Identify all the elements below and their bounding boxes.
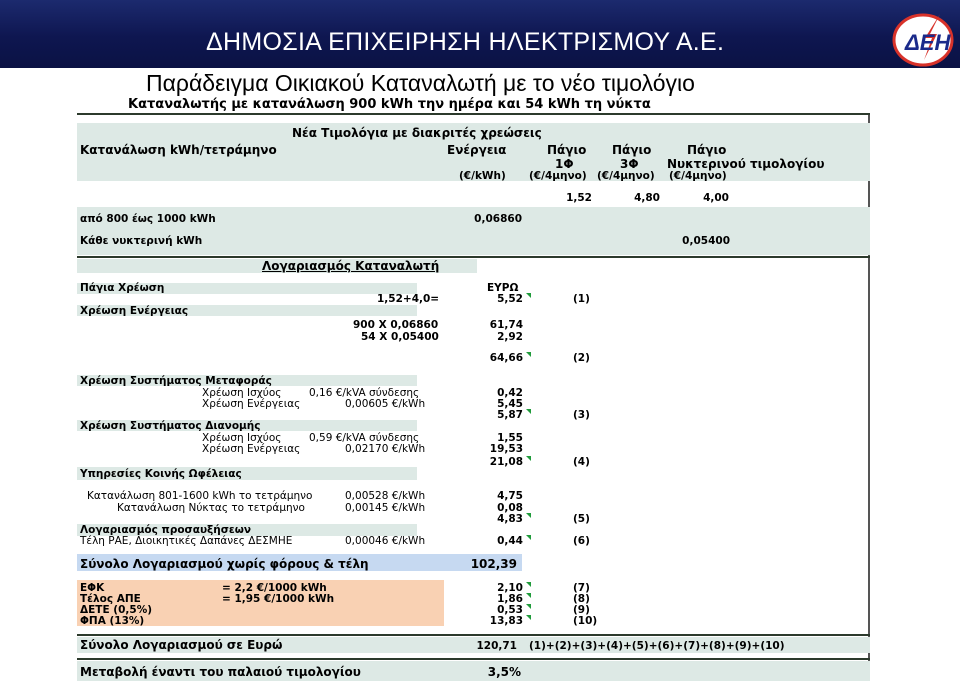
cell-marker-icon bbox=[526, 593, 531, 598]
efk-val: 2,10 bbox=[497, 582, 523, 594]
fixed-label: Πάγια Χρέωση bbox=[80, 282, 165, 294]
surcharge-val: 0,44 bbox=[497, 535, 523, 547]
unit-fixed-1: (€/4μηνο) bbox=[529, 170, 587, 182]
trans-energy-rate: 0,00605 €/kWh bbox=[345, 398, 426, 410]
efk-rate: = 2,2 €/1000 kWh bbox=[222, 582, 327, 594]
ref-8: (8) bbox=[573, 593, 590, 605]
trans-total: 5,87 bbox=[497, 409, 523, 421]
trans-power-val: 0,42 bbox=[497, 387, 523, 399]
ape-rate: = 1,95 €/1000 kWh bbox=[222, 593, 335, 605]
row-night-label: Κάθε νυκτερινή kWh bbox=[80, 235, 203, 247]
divider-line bbox=[77, 658, 870, 660]
cell-marker-icon bbox=[526, 615, 531, 620]
dist-energy-val: 19,53 bbox=[489, 443, 523, 455]
distribution-label: Χρέωση Συστήματος Διανομής bbox=[80, 420, 261, 432]
dete-label: ΔΕΤΕ (0,5%) bbox=[80, 604, 153, 616]
row-day-label: από 800 έως 1000 kWh bbox=[80, 213, 216, 225]
ref-1: (1) bbox=[573, 293, 590, 305]
fixed-value: 5,52 bbox=[497, 293, 523, 305]
transmission-label: Χρέωση Συστήματος Μεταφοράς bbox=[80, 375, 272, 387]
ypo-1-rate: 0,00528 €/kWh bbox=[345, 490, 426, 502]
fixed-1-value: 1,52 bbox=[566, 192, 592, 204]
ref-7: (7) bbox=[573, 582, 590, 594]
unit-fixed-night: (€/4μηνο) bbox=[669, 170, 727, 182]
trans-energy-label: Χρέωση Ενέργειας bbox=[202, 398, 301, 410]
cell-marker-icon bbox=[526, 582, 531, 587]
cell-marker-icon bbox=[526, 535, 531, 540]
change-label: Μεταβολή έναντι του παλαιού τιμολογίου bbox=[80, 665, 361, 679]
slide-subtitle: Καταναλωτής με κατανάλωση 900 kWh την ημέρα και 54 kWh τη νύκτα bbox=[128, 97, 651, 112]
dist-total: 21,08 bbox=[489, 456, 523, 468]
surcharge-label: Λογαριασμός προσαυξήσεων bbox=[80, 524, 252, 536]
col-fixed-1: Πάγιο bbox=[547, 143, 587, 157]
ref-2: (2) bbox=[573, 352, 590, 364]
dist-power-val: 1,55 bbox=[497, 432, 523, 444]
total-formula: (1)+(2)+(3)+(4)+(5)+(6)+(7)+(8)+(9)+(10) bbox=[529, 640, 785, 652]
ypo-2-rate: 0,00145 €/kWh bbox=[345, 502, 426, 514]
col-fixed-night: Πάγιο bbox=[687, 143, 727, 157]
spreadsheet-image bbox=[77, 113, 870, 681]
unit-fixed-3: (€/4μηνο) bbox=[597, 170, 655, 182]
cell-marker-icon bbox=[526, 352, 531, 357]
ypo-2-val: 0,08 bbox=[497, 502, 523, 514]
fixed-3-value: 4,80 bbox=[634, 192, 660, 204]
energy-calc-1: 900 X 0,06860 bbox=[353, 319, 439, 331]
ref-5: (5) bbox=[573, 513, 590, 525]
ypo-1-val: 4,75 bbox=[497, 490, 523, 502]
trans-energy-val: 5,45 bbox=[497, 398, 523, 410]
surcharge-rate: 0,00046 €/kWh bbox=[345, 535, 426, 547]
ape-label: Τέλος ΑΠΕ bbox=[80, 593, 141, 605]
energy-total: 64,66 bbox=[489, 352, 523, 364]
dist-energy-label: Χρέωση Ενέργειας bbox=[202, 443, 301, 455]
total-value: 120,71 bbox=[476, 640, 517, 652]
col-fixed-3-sub: 3Φ bbox=[620, 157, 639, 171]
trans-power-label: Χρέωση Ισχύος bbox=[202, 387, 282, 399]
tariff-heading: Νέα Τιμολόγια με διακριτές χρεώσεις bbox=[292, 126, 542, 140]
ref-4: (4) bbox=[573, 456, 590, 468]
col-fixed-1-sub: 1Φ bbox=[555, 157, 574, 171]
col-fixed-3: Πάγιο bbox=[612, 143, 652, 157]
ypo-label: Υπηρεσίες Κοινής Ωφέλειας bbox=[80, 468, 242, 480]
ape-val: 1,86 bbox=[497, 593, 523, 605]
surcharge-desc: Τέλη ΡΑΕ, Διοικητικές Δαπάνες ΔΕΣΜΗΕ bbox=[80, 535, 293, 547]
ref-6: (6) bbox=[573, 535, 590, 547]
dete-val: 0,53 bbox=[497, 604, 523, 616]
ypo-2-label: Κατανάλωση Νύκτας το τετράμηνο bbox=[117, 502, 305, 514]
energy-val-1: 61,74 bbox=[489, 319, 523, 331]
divider-line bbox=[77, 256, 870, 258]
row-night-value: 0,05400 bbox=[682, 235, 730, 247]
consumption-label: Κατανάλωση kWh/τετράμηνο bbox=[80, 143, 277, 157]
currency-label: ΕΥΡΩ bbox=[487, 282, 519, 294]
ypo-total: 4,83 bbox=[497, 513, 523, 525]
slide-title: Παράδειγμα Οικιακού Καταναλωτή με το νέο τιμολόγιο bbox=[146, 70, 695, 96]
cell-marker-icon bbox=[526, 409, 531, 414]
col-energy: Ενέργεια bbox=[447, 143, 507, 157]
subtotal-label: Σύνολο Λογαριασμού χωρίς φόρους & τέλη bbox=[80, 557, 369, 571]
header-bar bbox=[0, 0, 960, 68]
account-heading: Λογαριασμός Καταναλωτή bbox=[262, 259, 440, 273]
divider-line bbox=[77, 634, 870, 636]
ref-3: (3) bbox=[573, 409, 590, 421]
efk-label: ΕΦΚ bbox=[80, 582, 105, 594]
cell-marker-icon bbox=[526, 456, 531, 461]
cell-marker-icon bbox=[526, 293, 531, 298]
trans-power-rate: 0,16 €/kVA σύνδεσης bbox=[309, 387, 420, 399]
cell-marker-icon bbox=[526, 604, 531, 609]
ypo-1-label: Κατανάλωση 801-1600 kWh το τετράμηνο bbox=[87, 490, 313, 502]
energy-val-2: 2,92 bbox=[497, 331, 523, 343]
energy-calc-2: 54 X 0,05400 bbox=[361, 331, 439, 343]
divider-line bbox=[77, 113, 870, 115]
cell-marker-icon bbox=[526, 513, 531, 518]
row-day-value: 0,06860 bbox=[474, 213, 522, 225]
unit-energy: (€/kWh) bbox=[459, 170, 506, 182]
dist-power-rate: 0,59 €/kVA σύνδεσης bbox=[309, 432, 420, 444]
dist-energy-rate: 0,02170 €/kWh bbox=[345, 443, 426, 455]
company-title: ΔΗΜΟΣΙΑ ΕΠΙΧΕΙΡΗΣΗ ΗΛΕΚΤΡΙΣΜΟΥ Α.Ε. bbox=[206, 28, 725, 56]
change-value: 3,5% bbox=[487, 665, 521, 679]
fpa-val: 13,83 bbox=[489, 615, 523, 627]
dist-power-label: Χρέωση Ισχύος bbox=[202, 432, 282, 444]
ref-10: (10) bbox=[573, 615, 598, 627]
fixed-night-value: 4,00 bbox=[703, 192, 729, 204]
fpa-label: ΦΠΑ (13%) bbox=[80, 615, 145, 627]
subtotal-value: 102,39 bbox=[470, 557, 517, 571]
logo-lettering: ΔΕΗ bbox=[905, 30, 951, 55]
fixed-calc: 1,52+4,0= bbox=[377, 293, 440, 305]
energy-label: Χρέωση Ενέργειας bbox=[80, 305, 189, 317]
total-label: Σύνολο Λογαριασμού σε Ευρώ bbox=[80, 638, 283, 652]
col-fixed-night-sub: Νυκτερινού τιμολογίου bbox=[667, 157, 825, 171]
ref-9: (9) bbox=[573, 604, 590, 616]
dei-logo-icon bbox=[890, 8, 956, 68]
